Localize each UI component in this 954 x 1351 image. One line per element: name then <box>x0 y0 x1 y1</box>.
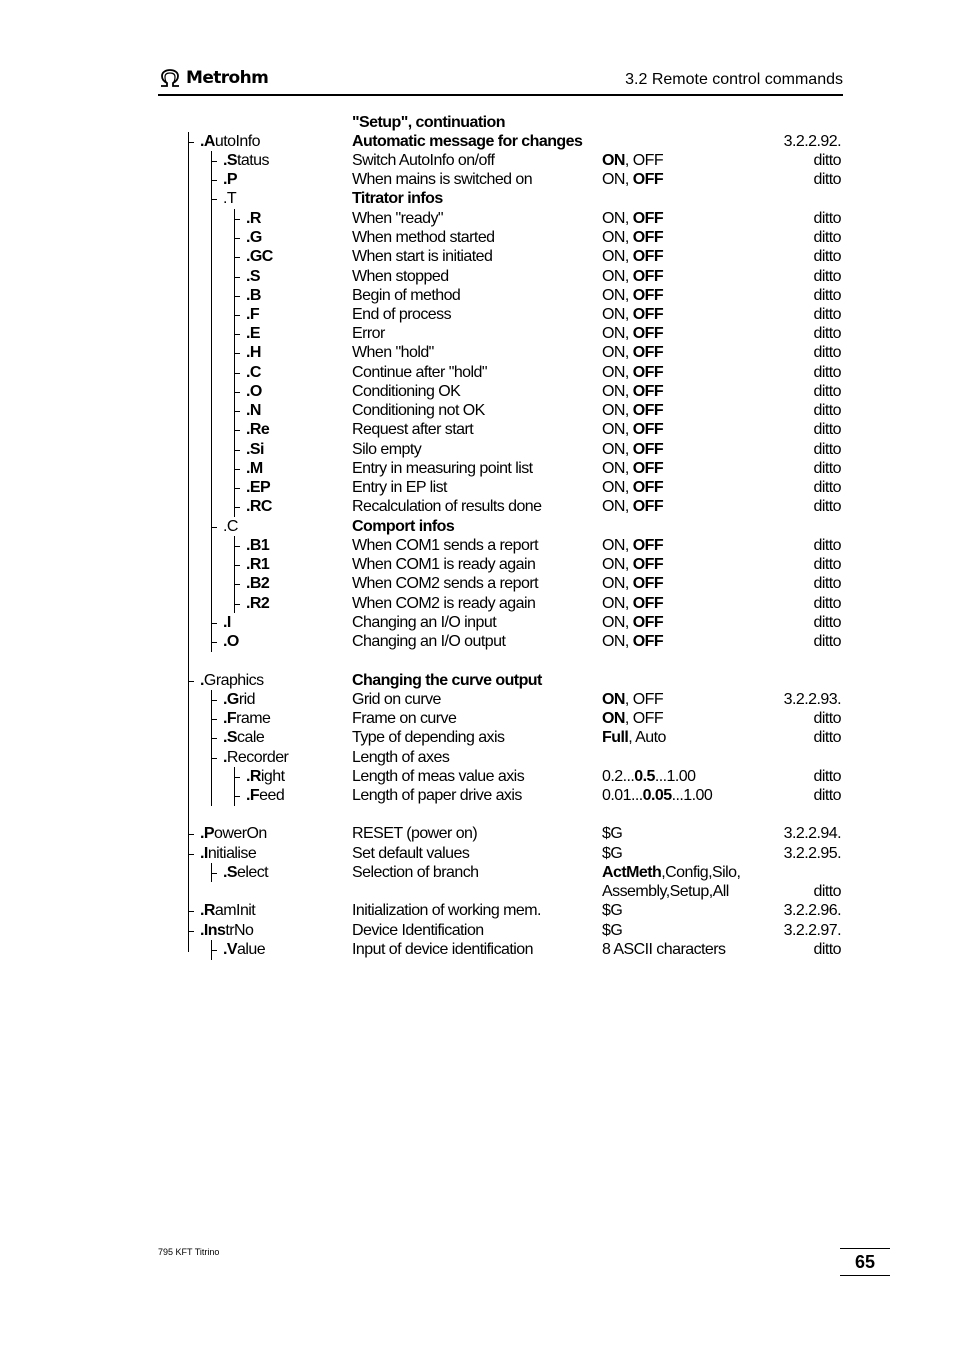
command-name: .Feed <box>246 787 285 804</box>
command-values: Full, Auto <box>602 729 666 746</box>
table-row <box>0 632 841 651</box>
command-description: When start is initiated <box>352 248 493 265</box>
command-values: Assembly,Setup,All <box>602 883 729 900</box>
tree-line <box>211 151 212 652</box>
command-values: ON, OFF <box>602 325 664 342</box>
command-description: When "ready" <box>352 210 444 227</box>
section-reference: ditto <box>813 498 841 515</box>
command-values: ON, OFF <box>602 498 664 515</box>
command-name: .R2 <box>246 595 270 612</box>
command-values: ON, OFF <box>602 633 664 650</box>
section-reference: ditto <box>813 441 841 458</box>
section-reference: ditto <box>813 614 841 631</box>
table-row <box>0 690 841 709</box>
command-name: .Scale <box>223 729 265 746</box>
tree-line <box>211 690 212 806</box>
page-number: 65 <box>840 1248 890 1276</box>
section-reference: ditto <box>813 941 841 958</box>
section-reference: ditto <box>813 479 841 496</box>
metrohm-logo <box>158 66 268 90</box>
table-row <box>0 324 841 343</box>
subtitle-text: "Setup", continuation <box>352 114 505 131</box>
section-reference: ditto <box>813 171 841 188</box>
command-description: Length of axes <box>352 749 450 766</box>
command-description: Request after start <box>352 421 474 438</box>
table-row <box>0 132 841 151</box>
command-description: When "hold" <box>352 344 434 361</box>
table-row <box>0 382 841 401</box>
command-values: ON, OFF <box>602 710 664 727</box>
command-values: ON, OFF <box>602 595 664 612</box>
tree-line <box>188 132 189 952</box>
command-name: .M <box>246 460 263 477</box>
section-reference: ditto <box>813 421 841 438</box>
section-reference: ditto <box>813 883 841 900</box>
command-description: Changing the curve output <box>352 672 542 689</box>
table-row <box>0 824 841 843</box>
page-header <box>158 66 843 96</box>
command-description: When COM2 sends a report <box>352 575 538 592</box>
table-row <box>0 767 841 786</box>
section-reference: 3.2.2.92. <box>783 133 841 150</box>
section-reference: ditto <box>813 729 841 746</box>
command-values: $G <box>602 845 623 862</box>
command-values: ON, OFF <box>602 344 664 361</box>
table-row <box>0 940 841 959</box>
table-row <box>0 189 841 208</box>
command-name: .N <box>246 402 261 419</box>
table-row <box>0 228 841 247</box>
command-name: .B2 <box>246 575 270 592</box>
product-name: 795 KFT Titrino <box>158 1247 220 1257</box>
command-values: $G <box>602 825 623 842</box>
command-name: .PowerOn <box>200 825 267 842</box>
command-name: .GC <box>246 248 273 265</box>
table-row <box>0 170 841 189</box>
command-description: When method started <box>352 229 495 246</box>
table-row <box>0 401 841 420</box>
command-description: When COM1 is ready again <box>352 556 536 573</box>
command-name: .AutoInfo <box>200 133 261 150</box>
table-row <box>0 286 841 305</box>
command-description: Selection of branch <box>352 864 479 881</box>
command-description: Length of meas value axis <box>352 768 525 785</box>
table-row <box>0 709 841 728</box>
command-values: ON, OFF <box>602 479 664 496</box>
command-description: Silo empty <box>352 441 422 458</box>
section-reference: ditto <box>813 537 841 554</box>
command-description: Automatic message for changes <box>352 133 583 150</box>
table-row <box>0 151 841 170</box>
table-row <box>0 517 841 536</box>
command-name: .O <box>246 383 262 400</box>
command-description: End of process <box>352 306 452 323</box>
command-values: ON, OFF <box>602 575 664 592</box>
table-row <box>0 882 841 901</box>
command-description: Error <box>352 325 385 342</box>
table-row <box>0 574 841 593</box>
command-name: .Status <box>223 152 269 169</box>
command-values: ON, OFF <box>602 556 664 573</box>
tree-line <box>234 767 235 806</box>
command-description: Switch AutoInfo on/off <box>352 152 495 169</box>
command-name: .B <box>246 287 261 304</box>
command-name: .Right <box>246 768 285 785</box>
command-description: Recalculation of results done <box>352 498 542 515</box>
table-row <box>0 497 841 516</box>
command-name: .Si <box>246 441 264 458</box>
command-values: ON, OFF <box>602 268 664 285</box>
command-values: ON, OFF <box>602 306 664 323</box>
command-name: .C <box>223 518 238 535</box>
command-description: Grid on curve <box>352 691 441 708</box>
command-name: .T <box>223 190 237 207</box>
section-reference: ditto <box>813 460 841 477</box>
command-description: Type of depending axis <box>352 729 505 746</box>
command-values: ON, OFF <box>602 287 664 304</box>
section-reference: ditto <box>813 229 841 246</box>
table-row <box>0 305 841 324</box>
table-row <box>0 728 841 747</box>
omega-icon <box>158 68 182 88</box>
command-name: .InstrNo <box>200 922 254 939</box>
command-name: .B1 <box>246 537 270 554</box>
command-values: $G <box>602 922 623 939</box>
command-values: $G <box>602 902 623 919</box>
section-reference: ditto <box>813 787 841 804</box>
table-row <box>0 536 841 555</box>
section-reference: ditto <box>813 556 841 573</box>
tree-line <box>211 863 212 882</box>
command-name: .Frame <box>223 710 271 727</box>
command-name: .O <box>223 633 239 650</box>
command-description: Changing an I/O output <box>352 633 506 650</box>
command-values: ON, OFF <box>602 614 664 631</box>
command-values: ON, OFF <box>602 691 664 708</box>
section-reference: ditto <box>813 633 841 650</box>
command-description: Frame on curve <box>352 710 457 727</box>
command-name: .E <box>246 325 261 342</box>
section-reference: ditto <box>813 383 841 400</box>
command-values: ON, OFF <box>602 421 664 438</box>
command-description: When mains is switched on <box>352 171 533 188</box>
command-description: When stopped <box>352 268 449 285</box>
command-name: .Grid <box>223 691 255 708</box>
command-description: When COM1 sends a report <box>352 537 538 554</box>
command-values: ON, OFF <box>602 229 664 246</box>
command-name: .H <box>246 344 261 361</box>
section-reference: 3.2.2.96. <box>783 902 841 919</box>
command-name: .Recorder <box>223 749 289 766</box>
command-name: .Value <box>223 941 266 958</box>
command-name: .Graphics <box>200 672 264 689</box>
command-values: ON, OFF <box>602 171 664 188</box>
tree-line <box>211 940 212 960</box>
command-description: Initialization of working mem. <box>352 902 541 919</box>
section-reference: ditto <box>813 402 841 419</box>
command-values: ON, OFF <box>602 383 664 400</box>
brand-name: Metrohm <box>186 68 269 88</box>
command-description: Input of device identification <box>352 941 533 958</box>
command-name: .F <box>246 306 260 323</box>
table-row <box>0 921 841 940</box>
table-row <box>0 478 841 497</box>
command-description: When COM2 is ready again <box>352 595 536 612</box>
table-row <box>0 209 841 228</box>
command-values: ON, OFF <box>602 460 664 477</box>
section-reference: ditto <box>813 344 841 361</box>
table-row <box>0 786 841 805</box>
command-description: Begin of method <box>352 287 461 304</box>
section-reference: ditto <box>813 325 841 342</box>
table-row <box>0 555 841 574</box>
command-name: .EP <box>246 479 271 496</box>
command-name: .I <box>223 614 231 631</box>
table-row <box>0 247 841 266</box>
section-reference: 3.2.2.93. <box>783 691 841 708</box>
command-description: Length of paper drive axis <box>352 787 522 804</box>
table-row <box>0 343 841 362</box>
table-row <box>0 863 841 882</box>
table-row <box>0 901 841 920</box>
command-name: .Initialise <box>200 845 257 862</box>
section-reference: ditto <box>813 210 841 227</box>
table-row <box>0 267 841 286</box>
command-values: ON, OFF <box>602 537 664 554</box>
section-title: 3.2 Remote control commands <box>625 71 843 88</box>
command-name: .RC <box>246 498 272 515</box>
command-values: ON, OFF <box>602 402 664 419</box>
section-reference: ditto <box>813 287 841 304</box>
section-reference: ditto <box>813 248 841 265</box>
command-description: Set default values <box>352 845 470 862</box>
command-values: 0.01...0.05...1.00 <box>602 787 713 804</box>
table-row <box>0 440 841 459</box>
command-name: .RamInit <box>200 902 256 919</box>
command-description: RESET (power on) <box>352 825 478 842</box>
command-description: Entry in measuring point list <box>352 460 533 477</box>
command-description: Conditioning OK <box>352 383 461 400</box>
command-name: .Re <box>246 421 270 438</box>
command-name: .R1 <box>246 556 270 573</box>
command-values: ON, OFF <box>602 152 664 169</box>
command-values: ON, OFF <box>602 364 664 381</box>
command-description: Device Identification <box>352 922 484 939</box>
command-values: 0.2...0.5...1.00 <box>602 768 696 785</box>
command-description: Conditioning not OK <box>352 402 485 419</box>
tree-line <box>234 536 235 613</box>
section-reference: 3.2.2.95. <box>783 845 841 862</box>
table-row <box>0 844 841 863</box>
command-values: ON, OFF <box>602 441 664 458</box>
command-name: .C <box>246 364 261 381</box>
table-row <box>0 613 841 632</box>
command-values: ON, OFF <box>602 210 664 227</box>
command-description: Comport infos <box>352 518 455 535</box>
section-reference: ditto <box>813 306 841 323</box>
table-row <box>0 420 841 439</box>
section-reference: ditto <box>813 710 841 727</box>
table-row <box>0 363 841 382</box>
command-name: .S <box>246 268 261 285</box>
table-row <box>0 671 841 690</box>
section-reference: 3.2.2.94. <box>783 825 841 842</box>
command-name: .Select <box>223 864 269 881</box>
command-values: ON, OFF <box>602 248 664 265</box>
command-values: 8 ASCII characters <box>602 941 726 958</box>
table-row <box>0 748 841 767</box>
section-reference: ditto <box>813 575 841 592</box>
table-row <box>0 594 841 613</box>
tree-line <box>234 209 235 517</box>
section-reference: 3.2.2.97. <box>783 922 841 939</box>
section-reference: ditto <box>813 364 841 381</box>
section-reference: ditto <box>813 152 841 169</box>
section-reference: ditto <box>813 268 841 285</box>
command-values: ActMeth,Config,Silo, <box>602 864 741 881</box>
table-row <box>0 459 841 478</box>
command-description: Continue after "hold" <box>352 364 488 381</box>
command-description: Changing an I/O input <box>352 614 497 631</box>
command-name: .R <box>246 210 261 227</box>
command-name: .P <box>223 171 238 188</box>
section-reference: ditto <box>813 595 841 612</box>
command-description: Entry in EP list <box>352 479 447 496</box>
section-reference: ditto <box>813 768 841 785</box>
command-description: Titrator infos <box>352 190 443 207</box>
table-subtitle <box>0 113 841 132</box>
command-name: .G <box>246 229 262 246</box>
